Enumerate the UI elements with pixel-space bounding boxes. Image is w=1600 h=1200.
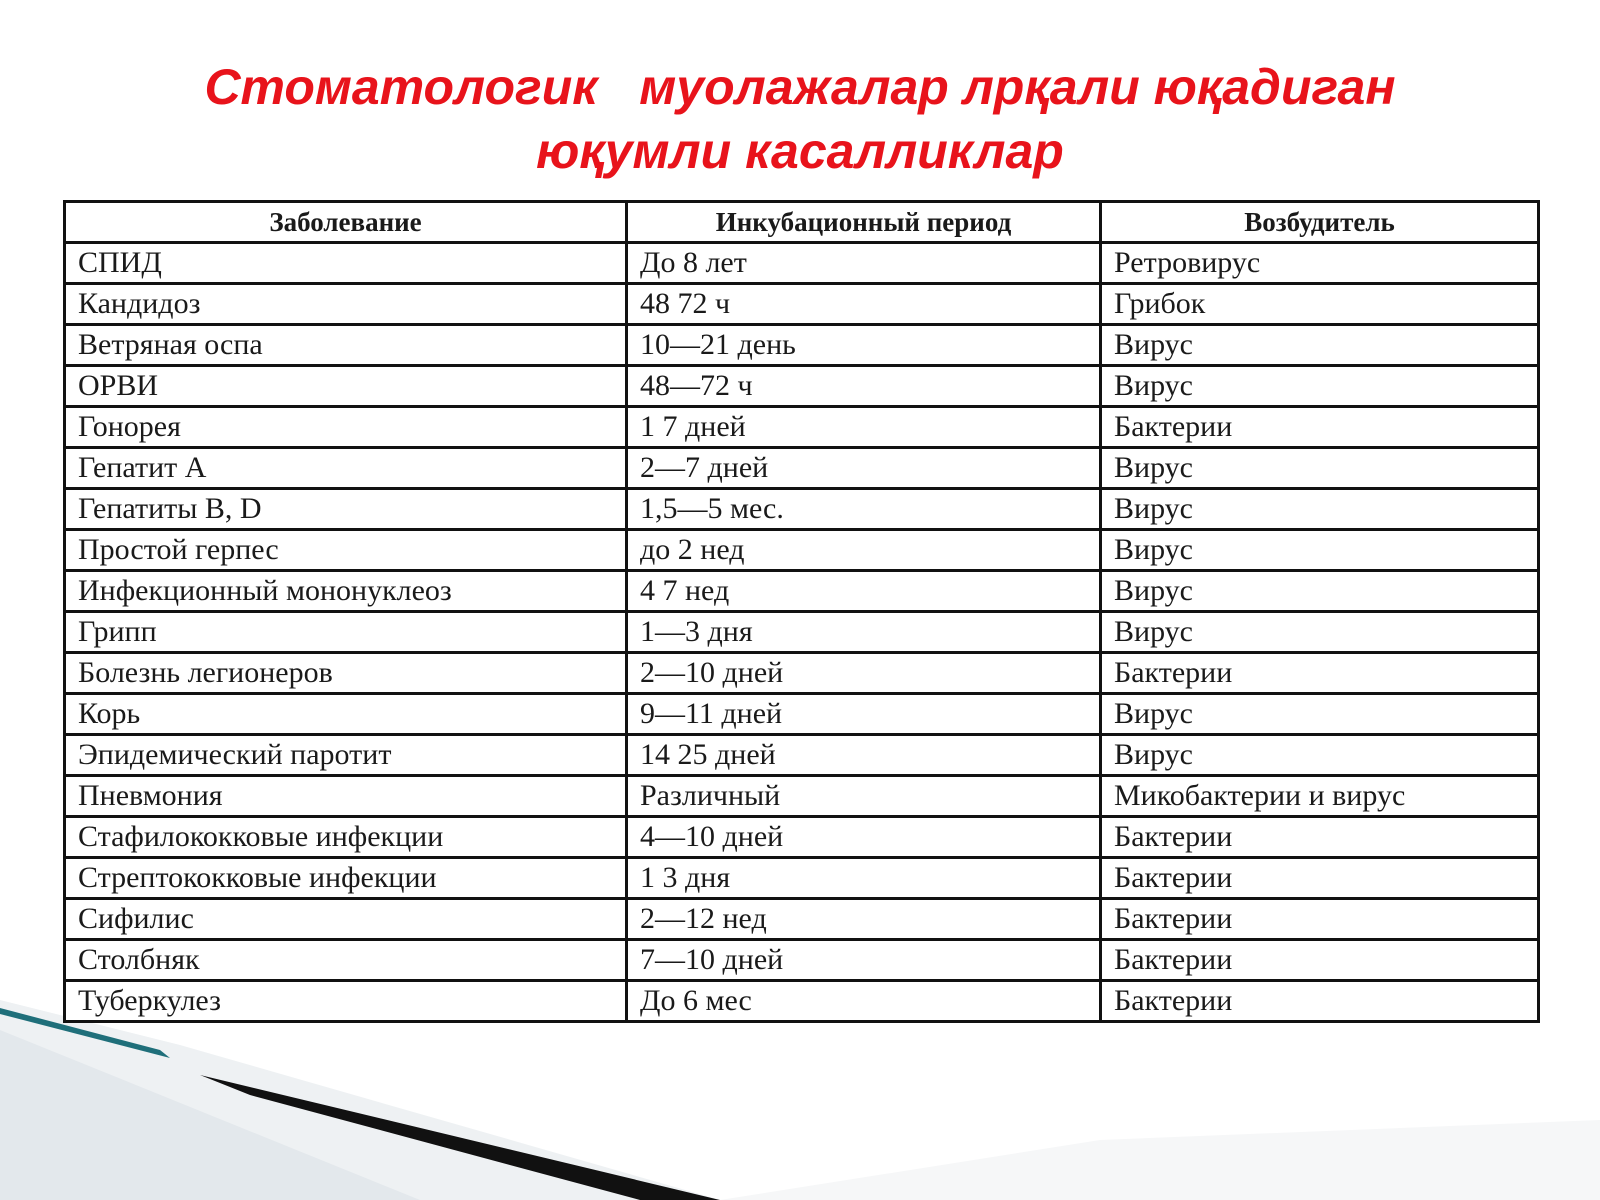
table-row [65,653,1539,694]
header-pathogen: Возбудитель [1101,202,1539,243]
title-line-1: Стоматологик муолажалар лрқали юқадиган [204,59,1396,115]
cell-incubation-period: 1 7 дней [627,407,1101,448]
table-row [65,776,1539,817]
title-line-2: юқумли касалликлар [536,123,1064,179]
cell-incubation-period: 2—10 дней [627,653,1101,694]
table-row [65,981,1539,1022]
cell-pathogen: Вирус [1101,448,1539,489]
cell-disease: Простой герпес [65,530,627,571]
cell-disease: Стафилококковые инфекции [65,817,627,858]
table-row [65,325,1539,366]
cell-incubation-period: 4 7 нед [627,571,1101,612]
cell-disease: Ветряная оспа [65,325,627,366]
cell-disease: Грипп [65,612,627,653]
cell-incubation-period: 4—10 дней [627,817,1101,858]
cell-disease: Туберкулез [65,981,627,1022]
cell-pathogen: Вирус [1101,366,1539,407]
cell-disease: Столбняк [65,940,627,981]
cell-disease: Эпидемический паротит [65,735,627,776]
cell-pathogen: Вирус [1101,325,1539,366]
cell-pathogen: Бактерии [1101,407,1539,448]
table-row [65,530,1539,571]
disease-table [63,200,1540,1023]
table-row [65,858,1539,899]
table-row [65,243,1539,284]
cell-pathogen: Бактерии [1101,940,1539,981]
table-row [65,899,1539,940]
cell-disease: Сифилис [65,899,627,940]
header-incubation-period: Инкубационный период [627,202,1101,243]
cell-disease: Кандидоз [65,284,627,325]
table-row [65,612,1539,653]
cell-incubation-period: 10—21 день [627,325,1101,366]
cell-pathogen: Бактерии [1101,653,1539,694]
cell-pathogen: Вирус [1101,694,1539,735]
cell-incubation-period: Различный [627,776,1101,817]
table-row [65,817,1539,858]
cell-pathogen: Ретровирус [1101,243,1539,284]
cell-pathogen: Микобактерии и вирус [1101,776,1539,817]
table-body [65,243,1539,1022]
cell-incubation-period: 2—7 дней [627,448,1101,489]
cell-pathogen: Вирус [1101,571,1539,612]
cell-incubation-period: 48 72 ч [627,284,1101,325]
cell-disease: ОРВИ [65,366,627,407]
cell-incubation-period: 2—12 нед [627,899,1101,940]
cell-pathogen: Вирус [1101,612,1539,653]
cell-pathogen: Бактерии [1101,817,1539,858]
cell-incubation-period: до 2 нед [627,530,1101,571]
cell-incubation-period: До 6 мес [627,981,1101,1022]
cell-incubation-period: 14 25 дней [627,735,1101,776]
cell-pathogen: Бактерии [1101,899,1539,940]
slide-title [100,55,1500,183]
table-row [65,366,1539,407]
cell-disease: Гепатит А [65,448,627,489]
table-row [65,284,1539,325]
table-row [65,571,1539,612]
table-row [65,735,1539,776]
cell-disease: Инфекционный мононуклеоз [65,571,627,612]
cell-pathogen: Вирус [1101,489,1539,530]
cell-disease: Гепатиты B, D [65,489,627,530]
cell-disease: СПИД [65,243,627,284]
cell-incubation-period: До 8 лет [627,243,1101,284]
cell-pathogen: Бактерии [1101,981,1539,1022]
table-header-row [65,202,1539,243]
table-row [65,489,1539,530]
cell-incubation-period: 1 3 дня [627,858,1101,899]
cell-disease: Болезнь легионеров [65,653,627,694]
table-row [65,407,1539,448]
cell-pathogen: Грибок [1101,284,1539,325]
cell-disease: Пневмония [65,776,627,817]
cell-incubation-period: 9—11 дней [627,694,1101,735]
table-row [65,694,1539,735]
cell-incubation-period: 7—10 дней [627,940,1101,981]
cell-disease: Стрептококковые инфекции [65,858,627,899]
cell-disease: Корь [65,694,627,735]
cell-incubation-period: 48—72 ч [627,366,1101,407]
cell-incubation-period: 1—3 дня [627,612,1101,653]
cell-pathogen: Вирус [1101,735,1539,776]
table-row [65,448,1539,489]
cell-pathogen: Вирус [1101,530,1539,571]
cell-disease: Гонорея [65,407,627,448]
header-disease: Заболевание [65,202,627,243]
table-row [65,940,1539,981]
cell-pathogen: Бактерии [1101,858,1539,899]
cell-incubation-period: 1,5—5 мес. [627,489,1101,530]
